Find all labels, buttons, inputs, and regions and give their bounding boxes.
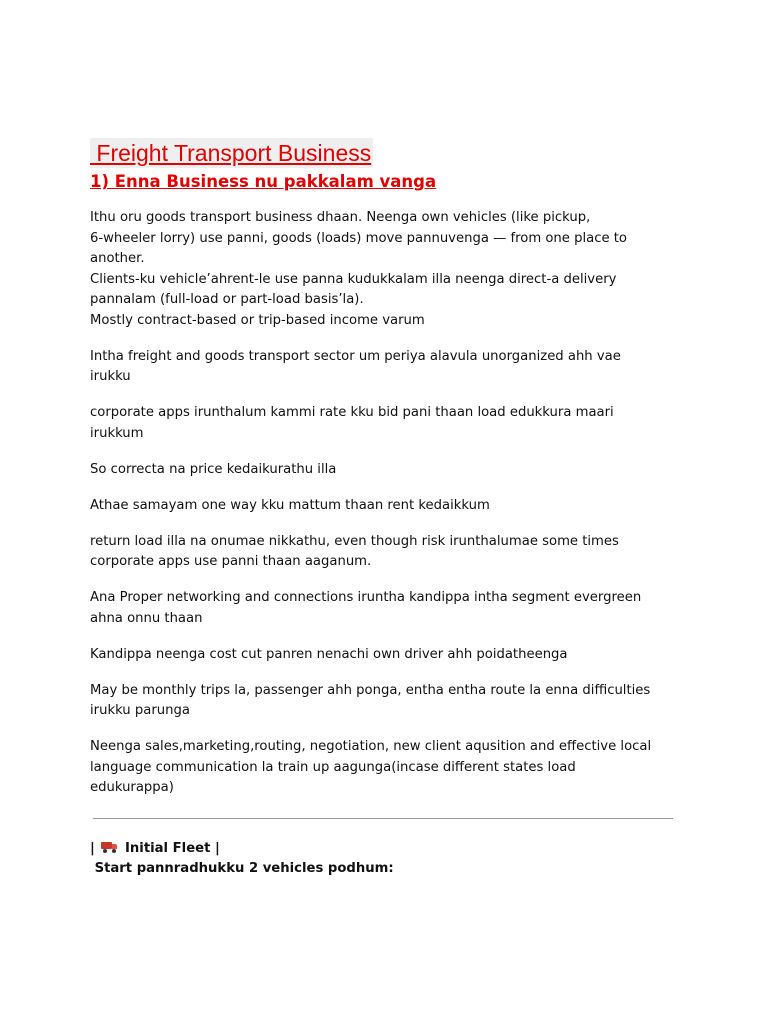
- paragraph-line: Kandippa neenga cost cut panren nenachi own driver ahh poidatheenga: [90, 646, 568, 662]
- body-paragraph: [90, 496, 680, 517]
- paragraph-line: corporate apps irunthalum kammi rate kku bid pani thaan load edukkura maari: [90, 405, 614, 420]
- fleet-prefix: |: [90, 840, 100, 856]
- paragraph-line: return load illa na onumae nikkathu, even though risk irunthalumae some times: [90, 533, 619, 549]
- paragraph-line: another.: [90, 251, 145, 266]
- paragraph-line: 6-wheeler lorry) use panni, goods (loads) move pannuvenga — from one place to: [90, 230, 627, 246]
- paragraph-line: language communication la train up aagunga(incase different states load: [90, 759, 576, 775]
- document-page: [90, 138, 680, 879]
- fleet-section: [90, 839, 680, 879]
- body-paragraph: [90, 403, 680, 444]
- body-paragraph: [90, 681, 680, 722]
- paragraph-line: irukku: [90, 369, 131, 384]
- body-paragraph: [90, 532, 680, 573]
- paragraph-line: May be monthly trips la, passenger ahh ponga, entha entha route la enna difficulties: [90, 682, 651, 698]
- paragraph-line: So correcta na price kedaikurathu illa: [90, 461, 337, 477]
- paragraph-line: Clients-ku vehicle’ahrent-le use panna kudukkalam illa neenga direct-a delivery: [90, 271, 617, 287]
- body-paragraph: [90, 737, 680, 799]
- section-heading: 1) Enna Business nu pakkalam vanga: [90, 172, 437, 191]
- document-title: Freight Transport Business: [90, 140, 372, 166]
- horizontal-divider: [93, 818, 673, 819]
- paragraph-line: irukku parunga: [90, 703, 190, 718]
- fleet-heading: [90, 839, 680, 859]
- paragraph-line: ahna onnu thaan: [90, 610, 203, 626]
- paragraph-line: pannalam (full-load or part-load basis’la).: [90, 292, 364, 307]
- body-paragraph: [90, 460, 680, 481]
- paragraph-line: Ithu oru goods transport business dhaan. Neenga own vehicles (like pickup,: [90, 210, 591, 225]
- paragraph-line: Neenga sales,marketing,routing, negotiation, new client aqusition and effective local: [90, 739, 652, 754]
- paragraph-line: Ana Proper networking and connections iruntha kandippa intha segment evergreen: [90, 590, 642, 605]
- body-paragraph: [90, 208, 680, 331]
- fleet-intro: Start pannradhukku 2 vehicles podhum:: [90, 860, 394, 876]
- paragraph-line: edukurappa): [90, 780, 174, 795]
- body-paragraph: [90, 645, 680, 666]
- body-paragraph: [90, 588, 680, 629]
- body-paragraph: [90, 347, 680, 388]
- truck-icon: [101, 841, 118, 853]
- paragraph-line: irukkum: [90, 425, 144, 441]
- paragraph-line: Mostly contract-based or trip-based income varum: [90, 312, 425, 328]
- paragraph-line: corporate apps use panni thaan aaganum.: [90, 554, 372, 569]
- paragraph-line: Intha freight and goods transport sector um periya alavula unorganized ahh vae: [90, 348, 621, 364]
- body-paragraphs: [90, 208, 680, 799]
- fleet-label: Initial Fleet |: [120, 840, 220, 856]
- paragraph-line: Athae samayam one way kku mattum thaan rent kedaikkum: [90, 497, 490, 513]
